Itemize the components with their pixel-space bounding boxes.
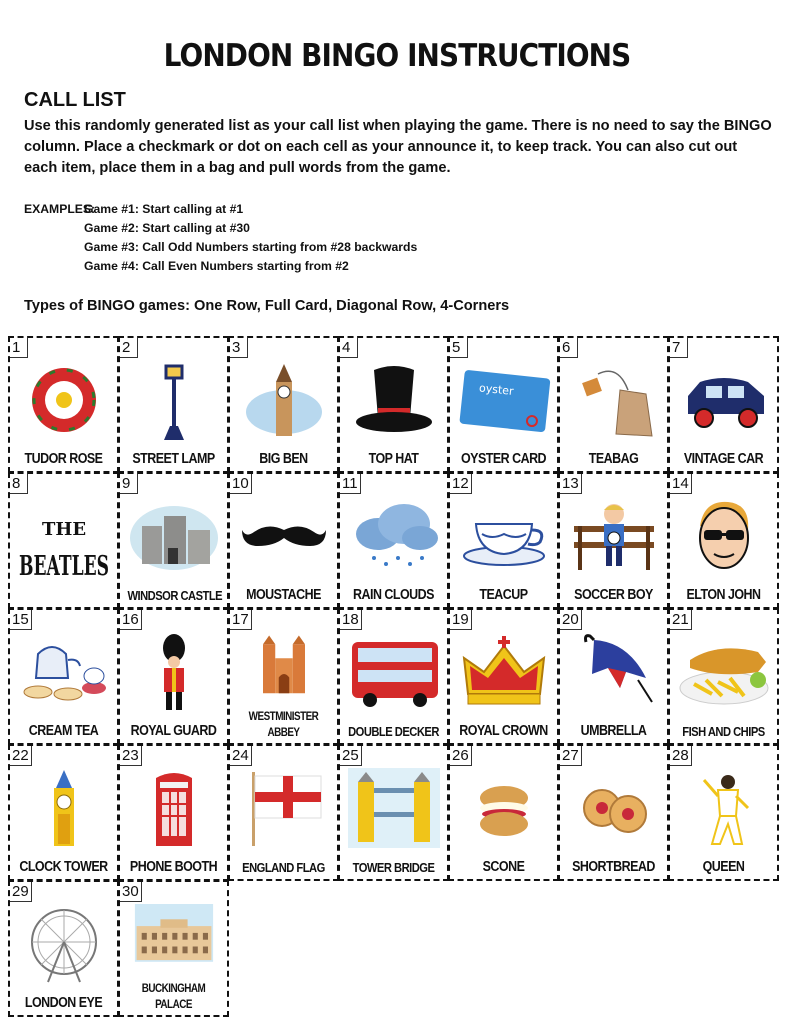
elton-john-icon xyxy=(678,496,770,576)
london-eye-icon xyxy=(18,904,110,984)
buckingham-palace-icon xyxy=(128,904,220,972)
bingo-cell xyxy=(668,472,779,609)
cell-label: WESTMINISTER ABBEY xyxy=(248,711,319,739)
england-flag-icon xyxy=(238,768,330,848)
top-hat-icon xyxy=(348,360,440,440)
bingo-cell xyxy=(338,472,449,609)
example-line xyxy=(24,219,417,238)
cell-label: TUDOR ROSE xyxy=(24,451,103,467)
cell-label: BUCKINGHAM PALACE xyxy=(141,983,206,1011)
cell-label: WINDSOR CASTLE xyxy=(127,588,223,603)
example-game: Game #2: Start calling at #30 xyxy=(84,221,250,235)
svg-text:THE: THE xyxy=(41,519,87,540)
bingo-cell xyxy=(668,336,779,473)
cell-number: 4 xyxy=(340,338,358,358)
cell-label: TEABAG xyxy=(588,451,639,467)
bingo-cell xyxy=(8,880,119,1017)
cell-number: 2 xyxy=(120,338,138,358)
cell-number: 10 xyxy=(230,474,252,494)
bingo-cell xyxy=(118,744,229,881)
teacup-icon xyxy=(458,496,550,576)
cell-number: 13 xyxy=(560,474,582,494)
cell-label: RAIN CLOUDS xyxy=(353,587,434,603)
tudor-rose-icon xyxy=(18,360,110,440)
cell-label: VINTAGE CAR xyxy=(683,451,764,467)
cell-label: CREAM TEA xyxy=(28,723,99,739)
bingo-cell xyxy=(558,744,669,881)
queen-icon xyxy=(678,768,770,848)
game-types: Types of BINGO games: One Row, Full Card, Diagonal Row, 4-Corners xyxy=(24,298,510,314)
example-line xyxy=(24,200,417,219)
bingo-cell xyxy=(448,336,559,473)
bingo-cell xyxy=(228,336,339,473)
cell-label: ROYAL CROWN xyxy=(459,723,548,739)
cell-label: MOUSTACHE xyxy=(246,587,321,603)
cell-number: 18 xyxy=(340,610,362,630)
bingo-cell xyxy=(558,608,669,745)
bingo-cell xyxy=(118,336,229,473)
umbrella-icon xyxy=(568,632,660,712)
example-game: Game #1: Start calling at #1 xyxy=(84,202,244,216)
windsor-castle-icon xyxy=(128,496,220,576)
oyster-card-icon xyxy=(458,360,550,440)
cell-label: TOP HAT xyxy=(368,451,419,467)
cell-number: 27 xyxy=(560,746,582,766)
cell-label: UMBRELLA xyxy=(580,723,647,739)
cell-number: 15 xyxy=(10,610,32,630)
double-decker-icon xyxy=(348,632,440,712)
cell-number: 21 xyxy=(670,610,692,630)
bingo-cell xyxy=(448,472,559,609)
cell-number: 3 xyxy=(230,338,248,358)
example-game: Game #3: Call Odd Numbers starting from #28 backwards xyxy=(84,240,418,254)
oyster-card-text: oyster xyxy=(478,381,515,398)
street-lamp-icon xyxy=(128,360,220,440)
tower-bridge-icon xyxy=(348,768,440,848)
bingo-cell xyxy=(8,744,119,881)
example-line xyxy=(24,257,417,276)
bingo-cell xyxy=(448,608,559,745)
cell-label: FISH AND CHIPS xyxy=(682,724,765,739)
cell-label: CLOCK TOWER xyxy=(19,859,108,875)
royal-guard-icon xyxy=(128,632,220,712)
cell-label: LONDON EYE xyxy=(24,995,103,1011)
cell-number: 11 xyxy=(340,474,361,494)
bingo-cell xyxy=(118,608,229,745)
bingo-cell xyxy=(228,472,339,609)
cell-label: TEACUP xyxy=(479,587,528,603)
cell-number: 5 xyxy=(450,338,468,358)
cell-number: 9 xyxy=(120,474,138,494)
page-title: LONDON BINGO INSTRUCTIONS xyxy=(163,38,631,74)
example-game: Game #4: Call Even Numbers starting from #2 xyxy=(84,259,349,273)
cell-label: ROYAL GUARD xyxy=(130,723,217,739)
cell-number: 23 xyxy=(120,746,142,766)
cell-number: 14 xyxy=(670,474,692,494)
bingo-cell xyxy=(558,472,669,609)
cell-number: 16 xyxy=(120,610,142,630)
vintage-car-icon xyxy=(678,360,770,440)
call-list-intro: Use this randomly generated list as your call list when playing the game. There is no need to say the BINGO column. Place a checkmark or dot on each cell as your announce it, to keep track. You can also cut out each item, place them in a bag and pull words from the game. xyxy=(24,118,772,176)
cell-label: STREET LAMP xyxy=(132,451,215,467)
fish-and-chips-icon xyxy=(678,632,770,712)
cell-label: DOUBLE DECKER xyxy=(348,724,439,739)
bingo-cell xyxy=(668,744,779,881)
cell-number: 12 xyxy=(450,474,472,494)
teabag-icon xyxy=(568,360,660,440)
clock-tower-icon xyxy=(18,768,110,848)
svg-text:BEATLES: BEATLES xyxy=(19,551,109,582)
cell-label: ENGLAND FLAG xyxy=(242,860,325,875)
cream-tea-icon xyxy=(18,632,110,712)
cell-number: 20 xyxy=(560,610,582,630)
cell-label: SHORTBREAD xyxy=(572,859,655,875)
westminster-abbey-icon xyxy=(238,632,330,702)
bingo-cell xyxy=(338,744,449,881)
cell-number: 28 xyxy=(670,746,692,766)
cell-label: ELTON JOHN xyxy=(686,587,761,603)
call-list-heading: CALL LIST xyxy=(24,89,126,111)
examples-label: EXAMPLES: xyxy=(24,202,96,216)
cell-number: 29 xyxy=(10,882,32,902)
bingo-cell xyxy=(228,744,339,881)
cell-number: 24 xyxy=(230,746,252,766)
shortbread-icon xyxy=(568,768,660,848)
cell-label: SCONE xyxy=(482,859,525,875)
cell-number: 25 xyxy=(340,746,362,766)
call-list-grid xyxy=(8,336,778,1016)
phone-booth-icon xyxy=(128,768,220,848)
cell-number: 1 xyxy=(10,338,28,358)
bingo-cell xyxy=(338,336,449,473)
big-ben-icon xyxy=(238,360,330,440)
bingo-cell xyxy=(558,336,669,473)
cell-number: 19 xyxy=(450,610,472,630)
cell-label: QUEEN xyxy=(702,859,745,875)
cell-number: 8 xyxy=(10,474,28,494)
cell-number: 22 xyxy=(10,746,32,766)
rain-clouds-icon xyxy=(348,496,440,576)
cell-label: TOWER BRIDGE xyxy=(352,860,435,875)
cell-number: 7 xyxy=(670,338,688,358)
bingo-cell xyxy=(448,744,559,881)
bingo-cell xyxy=(338,608,449,745)
bingo-cell xyxy=(8,608,119,745)
royal-crown-icon xyxy=(458,632,550,712)
cell-number: 26 xyxy=(450,746,472,766)
cell-number: 6 xyxy=(560,338,578,358)
scone-icon xyxy=(458,768,550,848)
cell-label: SOCCER BOY xyxy=(574,587,653,603)
beatles-logo-icon xyxy=(18,504,110,594)
cell-number: 17 xyxy=(230,610,252,630)
example-line xyxy=(24,238,417,257)
moustache-icon xyxy=(238,496,330,576)
bingo-cell xyxy=(8,336,119,473)
cell-number: 30 xyxy=(120,882,142,902)
examples-block xyxy=(24,200,417,276)
soccer-boy-icon xyxy=(568,496,660,576)
cell-label: BIG BEN xyxy=(259,451,308,467)
bingo-cell xyxy=(228,608,339,745)
bingo-cell xyxy=(8,472,119,609)
cell-label: OYSTER CARD xyxy=(460,451,547,467)
bingo-cell xyxy=(118,472,229,609)
bingo-cell xyxy=(118,880,229,1017)
bingo-cell xyxy=(668,608,779,745)
cell-label: PHONE BOOTH xyxy=(129,859,218,875)
